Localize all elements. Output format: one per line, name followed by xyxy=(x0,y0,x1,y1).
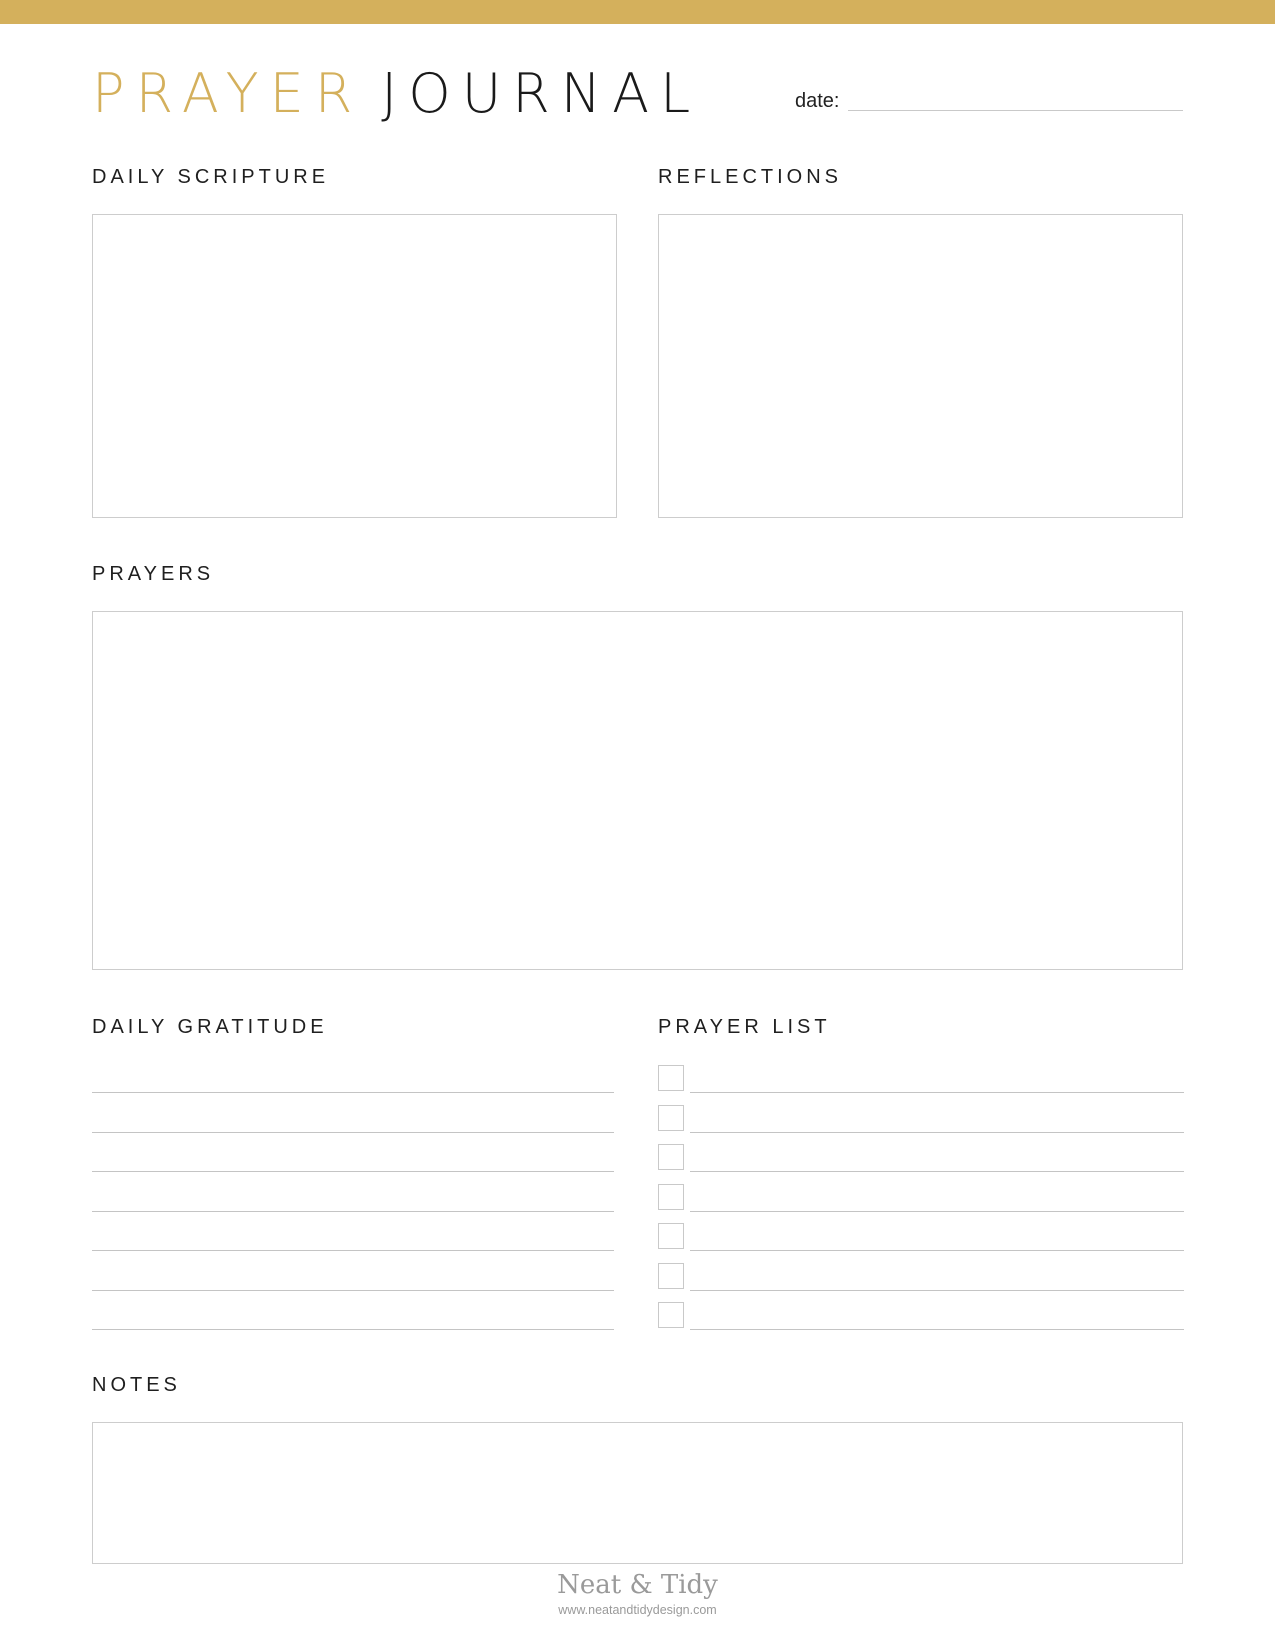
gratitude-line[interactable] xyxy=(92,1329,614,1330)
date-label: date: xyxy=(795,90,840,112)
brand-logo-text: Neat & Tidy xyxy=(557,1570,718,1600)
gratitude-line[interactable] xyxy=(92,1290,614,1291)
gratitude-line[interactable] xyxy=(92,1132,614,1133)
title-prayer: PRAYER xyxy=(92,62,364,125)
daily-scripture-box[interactable] xyxy=(92,214,617,518)
prayers-heading: PRAYERS xyxy=(92,563,215,585)
prayers-box[interactable] xyxy=(92,611,1183,970)
brand-url: www.neatandtidydesign.com xyxy=(558,1603,717,1617)
prayer-list-checkbox[interactable] xyxy=(658,1144,684,1170)
notes-heading: NOTES xyxy=(92,1374,181,1396)
gratitude-line[interactable] xyxy=(92,1171,614,1172)
prayer-list-heading: PRAYER LIST xyxy=(658,1016,831,1038)
gratitude-line[interactable] xyxy=(92,1092,614,1093)
prayer-list-checkbox[interactable] xyxy=(658,1263,684,1289)
prayer-list-checkbox[interactable] xyxy=(658,1105,684,1131)
daily-gratitude-heading: DAILY GRATITUDE xyxy=(92,1016,328,1038)
page-title xyxy=(92,62,701,126)
reflections-heading: REFLECTIONS xyxy=(658,166,843,188)
prayer-list-line[interactable] xyxy=(690,1171,1184,1172)
prayer-list-checkbox[interactable] xyxy=(658,1302,684,1328)
daily-scripture-heading: DAILY SCRIPTURE xyxy=(92,166,330,188)
top-accent-bar xyxy=(0,0,1275,24)
prayer-list-checkbox[interactable] xyxy=(658,1184,684,1210)
prayer-list-line[interactable] xyxy=(690,1329,1184,1330)
prayer-list-line[interactable] xyxy=(690,1250,1184,1251)
title-journal: JOURNAL xyxy=(381,62,702,125)
prayer-list-line[interactable] xyxy=(690,1290,1184,1291)
reflections-box[interactable] xyxy=(658,214,1183,518)
prayer-list-line[interactable] xyxy=(690,1132,1184,1133)
notes-box[interactable] xyxy=(92,1422,1183,1564)
prayer-list-line[interactable] xyxy=(690,1092,1184,1093)
date-field-line[interactable] xyxy=(848,110,1183,111)
prayer-list-checkbox[interactable] xyxy=(658,1065,684,1091)
prayer-list-checkbox[interactable] xyxy=(658,1223,684,1249)
gratitude-line[interactable] xyxy=(92,1211,614,1212)
gratitude-line[interactable] xyxy=(92,1250,614,1251)
prayer-list-line[interactable] xyxy=(690,1211,1184,1212)
